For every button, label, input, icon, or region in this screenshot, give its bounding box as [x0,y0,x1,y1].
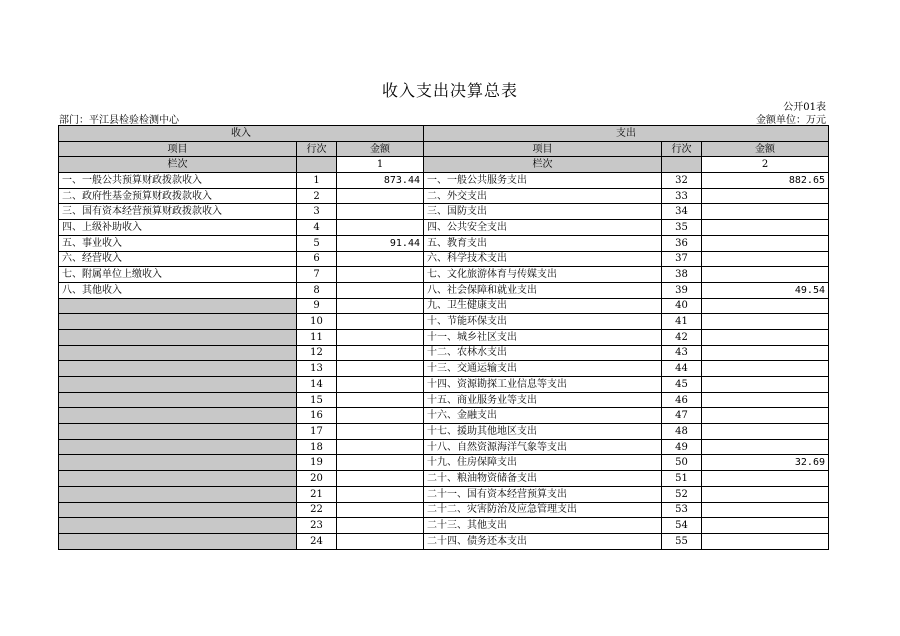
expense-amount-cell [702,361,829,377]
table-row [59,173,829,189]
expense-line-cell: 39 [662,282,702,298]
amount-unit-label: 金额单位：万元 [756,115,826,126]
expense-item-cell: 十八、自然资源海洋气象等支出 [424,439,662,455]
income-line-cell: 19 [297,455,337,471]
expense-item-cell: 二十四、债务还本支出 [424,533,662,549]
expense-item-cell: 一、一般公共服务支出 [424,173,662,189]
report-title: 收入支出决算总表 [381,81,518,100]
expense-amount-cell [702,204,829,220]
expense-section-header: 支出 [424,126,829,142]
table-row [59,188,829,204]
income-line-cell: 21 [297,486,337,502]
expense-amount-cell [702,533,829,549]
income-line-cell: 11 [297,329,337,345]
income-amount-cell [337,424,424,440]
income-amount-cell [337,392,424,408]
income-item-cell: 三、国有资本经营预算财政拨款收入 [59,204,297,220]
expense-item-cell: 十五、商业服务业等支出 [424,392,662,408]
income-column-number: 1 [337,157,424,173]
income-amount-cell: 873.44 [337,173,424,189]
column-number-row [59,157,829,173]
expense-column-number: 2 [702,157,829,173]
table-row [59,455,829,471]
table-row [59,314,829,330]
expense-amount-cell [702,220,829,236]
income-line-cell: 1 [297,173,337,189]
income-amount-cell [337,204,424,220]
income-line-header: 行次 [297,141,337,157]
income-item-cell [59,377,297,393]
expense-line-header: 行次 [662,141,702,157]
expense-line-cell: 46 [662,392,702,408]
table-row [59,329,829,345]
income-line-cell: 4 [297,220,337,236]
expense-amount-cell [702,502,829,518]
expense-line-cell: 51 [662,471,702,487]
table-row [59,204,829,220]
table-row [59,298,829,314]
table-row [59,424,829,440]
income-amount-cell [337,518,424,534]
department-label: 部门：平江县检验检测中心 [59,115,179,126]
income-amount-cell [337,282,424,298]
table-row [59,377,829,393]
expense-amount-cell: 882.65 [702,173,829,189]
expense-amount-cell [702,377,829,393]
income-amount-cell [337,455,424,471]
expense-line-cell: 48 [662,424,702,440]
form-code: 公开01表 [783,102,826,113]
table-row [59,345,829,361]
expense-item-cell: 十三、交通运输支出 [424,361,662,377]
expense-item-cell: 十七、援助其他地区支出 [424,424,662,440]
income-line-cell: 22 [297,502,337,518]
income-line-cell: 10 [297,314,337,330]
table-row [59,282,829,298]
income-item-header: 项目 [59,141,297,157]
table-row [59,235,829,251]
expense-line-cell: 34 [662,204,702,220]
income-item-cell: 五、事业收入 [59,235,297,251]
income-amount-cell [337,345,424,361]
expense-item-cell: 九、卫生健康支出 [424,298,662,314]
income-line-cell: 9 [297,298,337,314]
income-line-cell: 8 [297,282,337,298]
income-line-blank [297,157,337,173]
expense-amount-cell [702,267,829,283]
income-item-cell [59,439,297,455]
expense-line-cell: 37 [662,251,702,267]
expense-line-cell: 54 [662,518,702,534]
expense-item-cell: 十二、农林水支出 [424,345,662,361]
income-item-cell: 八、其他收入 [59,282,297,298]
expense-item-cell: 十九、住房保障支出 [424,455,662,471]
table-row [59,533,829,549]
income-line-cell: 12 [297,345,337,361]
income-amount-cell [337,439,424,455]
expense-line-cell: 53 [662,502,702,518]
income-item-cell [59,298,297,314]
expense-item-cell: 二、外交支出 [424,188,662,204]
expense-line-cell: 49 [662,439,702,455]
income-amount-cell [337,361,424,377]
expense-line-cell: 43 [662,345,702,361]
table-row [59,361,829,377]
income-item-cell [59,392,297,408]
income-item-cell [59,345,297,361]
expense-item-cell: 八、社会保障和就业支出 [424,282,662,298]
expense-amount-cell [702,314,829,330]
income-amount-cell [337,377,424,393]
income-line-cell: 14 [297,377,337,393]
expense-item-cell: 二十一、国有资本经营预算支出 [424,486,662,502]
expense-line-cell: 44 [662,361,702,377]
income-item-cell: 四、上级补助收入 [59,220,297,236]
expense-line-cell: 55 [662,533,702,549]
income-line-cell: 6 [297,251,337,267]
income-amount-cell [337,533,424,549]
expense-amount-cell: 32.69 [702,455,829,471]
table-row [59,267,829,283]
expense-line-cell: 50 [662,455,702,471]
income-item-cell [59,329,297,345]
expense-item-cell: 十、节能环保支出 [424,314,662,330]
expense-item-cell: 十一、城乡社区支出 [424,329,662,345]
expense-item-cell: 二十、粮油物资储备支出 [424,471,662,487]
expense-line-cell: 42 [662,329,702,345]
expense-item-cell: 七、文化旅游体育与传媒支出 [424,267,662,283]
table-row [59,408,829,424]
expense-amount-cell [702,408,829,424]
income-item-cell: 一、一般公共预算财政拨款收入 [59,173,297,189]
expense-amount-cell [702,439,829,455]
income-item-cell [59,361,297,377]
expense-amount-cell [702,424,829,440]
expense-line-cell: 32 [662,173,702,189]
expense-line-cell: 52 [662,486,702,502]
expense-line-cell: 47 [662,408,702,424]
expense-amount-header: 金额 [702,141,829,157]
expense-item-cell: 六、科学技术支出 [424,251,662,267]
expense-amount-cell [702,329,829,345]
income-line-cell: 15 [297,392,337,408]
expense-item-cell: 二十三、其他支出 [424,518,662,534]
expense-line-cell: 40 [662,298,702,314]
income-amount-cell [337,220,424,236]
expense-amount-cell [702,486,829,502]
income-line-cell: 2 [297,188,337,204]
income-line-cell: 23 [297,518,337,534]
expense-item-cell: 四、公共安全支出 [424,220,662,236]
expense-line-cell: 35 [662,220,702,236]
table-row [59,502,829,518]
table-row [59,439,829,455]
expense-line-cell: 36 [662,235,702,251]
expense-item-header: 项目 [424,141,662,157]
expense-item-cell: 二十二、灾害防治及应急管理支出 [424,502,662,518]
expense-line-cell: 45 [662,377,702,393]
table-row [59,471,829,487]
income-amount-cell [337,267,424,283]
income-amount-cell [337,251,424,267]
income-item-cell [59,455,297,471]
income-item-cell [59,314,297,330]
income-amount-header: 金额 [337,141,424,157]
table-row [59,392,829,408]
income-item-cell [59,471,297,487]
income-line-cell: 20 [297,471,337,487]
expense-amount-cell [702,298,829,314]
income-item-cell: 二、政府性基金预算财政拨款收入 [59,188,297,204]
income-item-cell [59,533,297,549]
table-row [59,486,829,502]
expense-line-cell: 38 [662,267,702,283]
income-line-cell: 16 [297,408,337,424]
expense-amount-cell: 49.54 [702,282,829,298]
expense-amount-cell [702,471,829,487]
expense-line-blank [662,157,702,173]
expense-item-cell: 三、国防支出 [424,204,662,220]
income-line-cell: 3 [297,204,337,220]
expense-amount-cell [702,518,829,534]
income-amount-cell [337,314,424,330]
income-item-cell [59,408,297,424]
column-header-row [59,141,829,157]
income-amount-cell [337,486,424,502]
income-line-cell: 5 [297,235,337,251]
table-row [59,518,829,534]
expense-amount-cell [702,392,829,408]
expense-item-cell: 五、教育支出 [424,235,662,251]
expense-line-cell: 41 [662,314,702,330]
expense-item-cell: 十六、金融支出 [424,408,662,424]
income-expense-table [58,125,829,550]
income-section-header: 收入 [59,126,424,142]
table-row [59,220,829,236]
income-line-cell: 18 [297,439,337,455]
expense-item-cell: 十四、资源勘探工业信息等支出 [424,377,662,393]
income-item-cell: 七、附属单位上缴收入 [59,267,297,283]
income-amount-cell [337,329,424,345]
income-amount-cell [337,188,424,204]
income-amount-cell [337,471,424,487]
income-column-no-label: 栏次 [59,157,297,173]
expense-amount-cell [702,188,829,204]
income-amount-cell [337,502,424,518]
income-amount-cell: 91.44 [337,235,424,251]
expense-amount-cell [702,235,829,251]
table-row [59,251,829,267]
expense-column-no-label: 栏次 [424,157,662,173]
income-item-cell [59,502,297,518]
income-amount-cell [337,408,424,424]
income-item-cell: 六、经营收入 [59,251,297,267]
expense-amount-cell [702,345,829,361]
income-item-cell [59,518,297,534]
section-header-row [59,126,829,142]
income-amount-cell [337,298,424,314]
income-line-cell: 17 [297,424,337,440]
income-line-cell: 13 [297,361,337,377]
income-item-cell [59,486,297,502]
income-line-cell: 24 [297,533,337,549]
expense-line-cell: 33 [662,188,702,204]
income-item-cell [59,424,297,440]
expense-amount-cell [702,251,829,267]
income-line-cell: 7 [297,267,337,283]
